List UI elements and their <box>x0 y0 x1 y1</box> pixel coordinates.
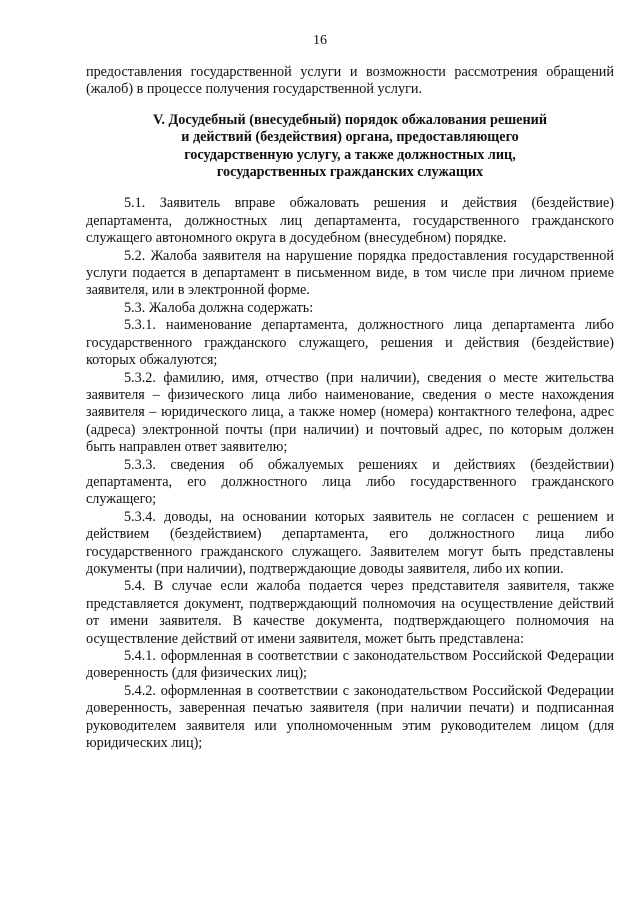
section-heading <box>86 112 614 182</box>
paragraph-5-3-4: 5.3.4. доводы, на основании которых заявитель не согласен с решением и действием (бездействием) департамента, его должностного лица либо государственного гражданского служащего. Заявителем могут быть представлены документы (при наличии), подтверждающие доводы заявителя, либо их копии. <box>86 508 614 577</box>
paragraph-5-3-1: 5.3.1. наименование департамента, должностного лица департамента либо государственного гражданского служащего, решения и действия (бездействие) которых обжалуются; <box>86 317 614 369</box>
paragraph-5-4-2: 5.4.2. оформленная в соответствии с законодательством Российской Федерации доверенность, заверенная печатью заявителя (при наличии печати) и подписанная руководителем заявителя или уполномоченным этим руководителем лицом (для юридических лиц); <box>86 682 614 752</box>
section-heading-line: V. Досудебный (внесудебный) порядок обжалования решений <box>153 111 547 128</box>
paragraph-5-4: 5.4. В случае если жалоба подается через представителя заявителя, также представляется документ, подтверждающий полномочия на осуществление действий от имени заявителя. В качестве документа, подтверждающего полномочия на осуществление действий от имени заявителя, может быть представлена: <box>86 578 614 647</box>
page-content <box>86 64 614 752</box>
section-heading-line: государственных гражданских служащих <box>216 164 484 181</box>
paragraph-5-1: 5.1. Заявитель вправе обжаловать решения и действия (бездействие) департамента, должностных лиц департамента, государственного гражданского служащего автономного округа в досудебном (внесудебном) порядке. <box>86 195 614 247</box>
intro-paragraph: предоставления государственной услуги и возможности рассмотрения обращений (жалоб) в процессе получения государственной услуги. <box>86 64 614 98</box>
section-heading-line: и действий (бездействия) органа, предоставляющего <box>181 129 519 146</box>
paragraph-5-3-2: 5.3.2. фамилию, имя, отчество (при наличии), сведения о месте жительства заявителя – физического лица либо наименование, сведения о месте нахождения заявителя – юридического лица, а также номер (номера) контактного телефона, адрес (адреса) электронной почты (при наличии) и почтовый адрес, по которым должен быть направлен ответ заявителю; <box>86 369 614 456</box>
section-heading-line: государственную услугу, а также должностных лиц, <box>184 146 516 163</box>
paragraph-5-4-1: 5.4.1. оформленная в соответствии с законодательством Российской Федерации доверенность (для физических лиц); <box>86 648 614 682</box>
paragraph-5-2: 5.2. Жалоба заявителя на нарушение порядка предоставления государственной услуги подается в департамент в письменном виде, в том числе при личном приеме заявителя, или в электронной форме. <box>86 247 614 299</box>
paragraph-5-3: 5.3. Жалоба должна содержать: <box>124 299 314 316</box>
paragraph-5-3-3: 5.3.3. сведения об обжалуемых решениях и действиях (бездействии) департамента, его должностного лица либо государственного гражданского служащего; <box>86 456 614 508</box>
page-number: 16 <box>313 33 327 48</box>
